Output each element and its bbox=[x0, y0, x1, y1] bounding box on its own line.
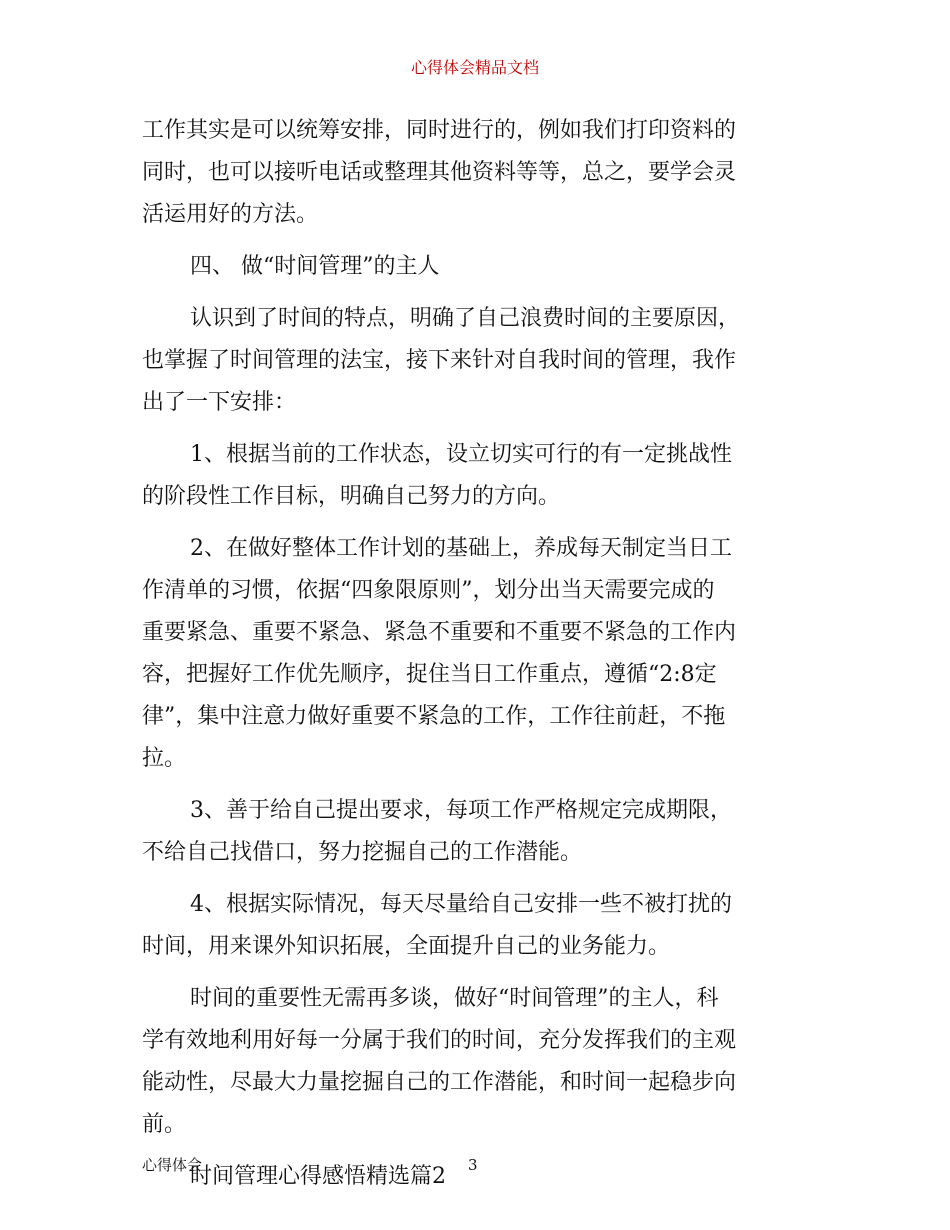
document-body bbox=[142, 110, 810, 1198]
body-line: 作清单的习惯，依据“四象限原则”，划分出当天需要完成的 bbox=[142, 578, 715, 603]
body-line: 重要紧急、重要不紧急、紧急不重要和不重要不紧急的工作内 bbox=[142, 620, 737, 645]
page-header-title: 心得体会精品文档 bbox=[410, 58, 539, 77]
section-heading: 四、 做“时间管理”的主人 bbox=[190, 254, 440, 279]
body-line: 时间，用来课外知识拓展，全面提升自己的业务能力。 bbox=[142, 934, 671, 959]
body-line: 4、根据实际情况，每天尽量给自己安排一些不被打扰的 bbox=[190, 892, 732, 917]
body-line: 2、在做好整体工作计划的基础上，养成每天制定当日工 bbox=[190, 536, 732, 561]
body-line: 前。 bbox=[142, 1112, 187, 1137]
body-line: 出了一下安排： bbox=[142, 390, 297, 415]
body-line: 同时，也可以接听电话或整理其他资料等等，总之，要学会灵 bbox=[142, 160, 737, 185]
body-line: 不给自己找借口，努力挖掘自己的工作潜能。 bbox=[142, 840, 583, 865]
body-line: 容，把握好工作优先顺序，捉住当日工作重点，遵循“2:8定 bbox=[142, 662, 717, 687]
body-line: 也掌握了时间管理的法宝，接下来针对自我时间的管理，我作 bbox=[142, 348, 737, 373]
page-number: 3 bbox=[468, 1156, 478, 1174]
body-line: 学有效地利用好每一分属于我们的时间，充分发挥我们的主观 bbox=[142, 1028, 737, 1053]
body-line: 律”，集中注意力做好重要不紧急的工作，工作往前赶，不拖 bbox=[142, 704, 726, 729]
body-line: 的阶段性工作目标，明确自己努力的方向。 bbox=[142, 484, 561, 509]
body-line: 3、善于给自己提出要求，每项工作严格规定完成期限， bbox=[190, 798, 732, 823]
footer-label: 心得体会 bbox=[142, 1156, 203, 1174]
body-line: 1、根据当前的工作状态，设立切实可行的有一定挑战性 bbox=[190, 442, 732, 467]
section-heading: 时间管理心得感悟精选篇2 bbox=[190, 1164, 446, 1189]
body-line: 活运用好的方法。 bbox=[142, 202, 319, 227]
body-line: 时间的重要性无需再多谈，做好“时间管理”的主人，科 bbox=[190, 986, 719, 1011]
body-line: 能动性，尽最大力量挖掘自己的工作潜能，和时间一起稳步向 bbox=[142, 1070, 737, 1095]
body-line: 认识到了时间的特点，明确了自己浪费时间的主要原因， bbox=[190, 306, 741, 331]
body-line: 拉。 bbox=[142, 746, 187, 771]
body-line: 工作其实是可以统筹安排，同时进行的，例如我们打印资料的 bbox=[142, 118, 737, 143]
